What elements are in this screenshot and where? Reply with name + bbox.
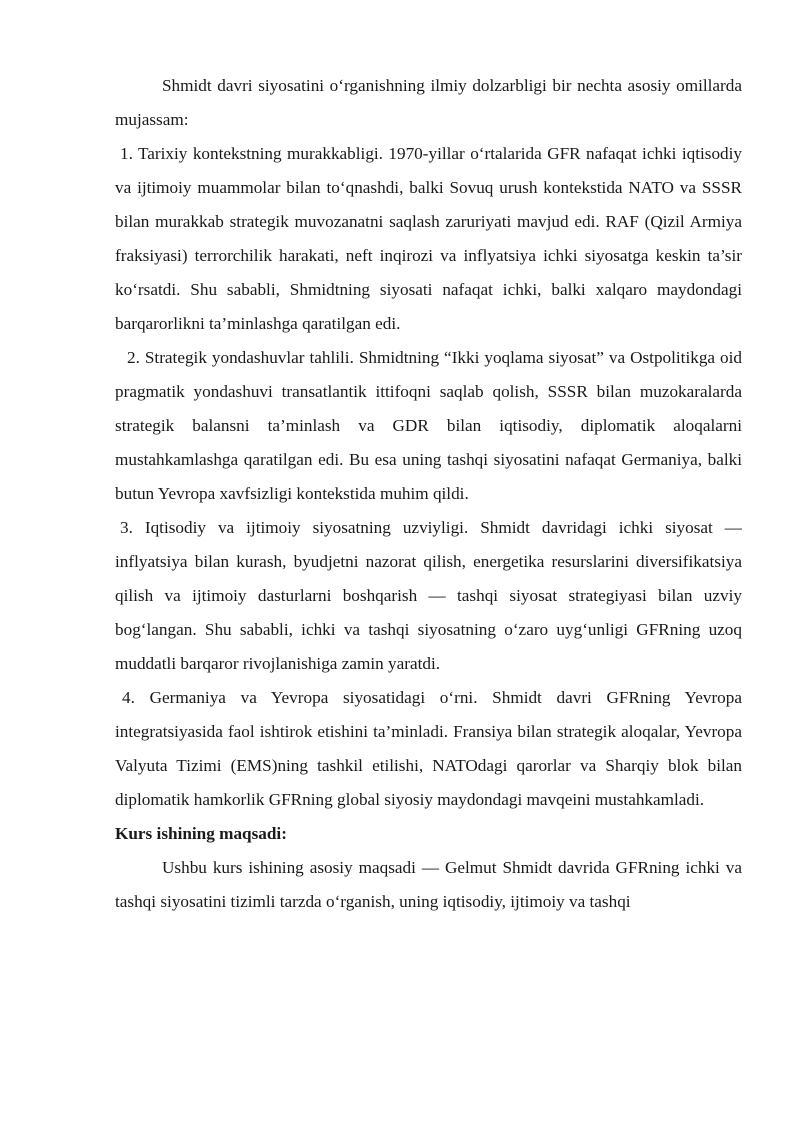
list-item-2: 2. Strategik yondashuvlar tahlili. Shmidtning “Ikki yoqlama siyosat” va Ostpolitikga oid pragmatik yondashuvi transatlantik ittifoqni saqlab qolish, SSSR bilan muzokaralarda strategik balansni ta’minlash va GDR bilan iqtisodiy, diplomatik aloqalarni mustahkamlashga qaratilgan edi. Bu esa uning tashqi siyosatini nafaqat Germaniya, balki butun Yevropa xavfsizligi kontekstida muhim qildi. (115, 348, 742, 503)
section-heading: Kurs ishining maqsadi: (115, 824, 287, 843)
intro-paragraph: Shmidt davri siyosatini o‘rganishning ilmiy dolzarbligi bir nechta asosiy omillarda mujassam: (115, 76, 742, 129)
list-item-4: 4. Germaniya va Yevropa siyosatidagi o‘rni. Shmidt davri GFRning Yevropa integratsiyasida faol ishtirok etishini ta’minladi. Fransiya bilan strategik aloqalar, Yevropa Valyuta Tizimi (EMS)ning tashkil etilishi, NATOdagi qarorlar va Sharqiy blok bilan diplomatik hamkorlik GFRning global siyosiy maydondagi mavqeini mustahkamladi. (115, 688, 742, 809)
goal-paragraph: Ushbu kurs ishining asosiy maqsadi — Gelmut Shmidt davrida GFRning ichki va tashqi siyosatini tizimli tarzda o‘rganish, uning iqtisodiy, ijtimoiy va tashqi (115, 858, 742, 911)
list-item-1: 1. Tarixiy kontekstning murakkabligi. 1970-yillar o‘rtalarida GFR nafaqat ichki iqtisodiy va ijtimoiy muammolar bilan to‘qnashdi, balki Sovuq urush kontekstida NATO va SSSR bilan murakkab strategik muvozanatni saqlash zaruriyati mavjud edi. RAF (Qizil Armiya fraksiyasi) terrorchilik harakati, neft inqirozi va inflyatsiya ichki siyosatga keskin ta’sir ko‘rsatdi. Shu sababli, Shmidtning siyosati nafaqat ichki, balki xalqaro maydondagi barqarorlikni ta’minlashga qaratilgan edi. (115, 144, 742, 333)
list-item-3: 3. Iqtisodiy va ijtimoiy siyosatning uzviyligi. Shmidt davridagi ichki siyosat — inflyatsiya bilan kurash, byudjetni nazorat qilish, energetika resurslarini diversifikatsiya qilish va ijtimoiy dasturlarni boshqarish — tashqi siyosat strategiyasi bilan uzviy bog‘langan. Shu sababli, ichki va tashqi siyosatning o‘zaro uyg‘unligi GFRning uzoq muddatli barqaror rivojlanishiga zamin yaratdi. (115, 518, 742, 673)
document-page (115, 69, 742, 919)
